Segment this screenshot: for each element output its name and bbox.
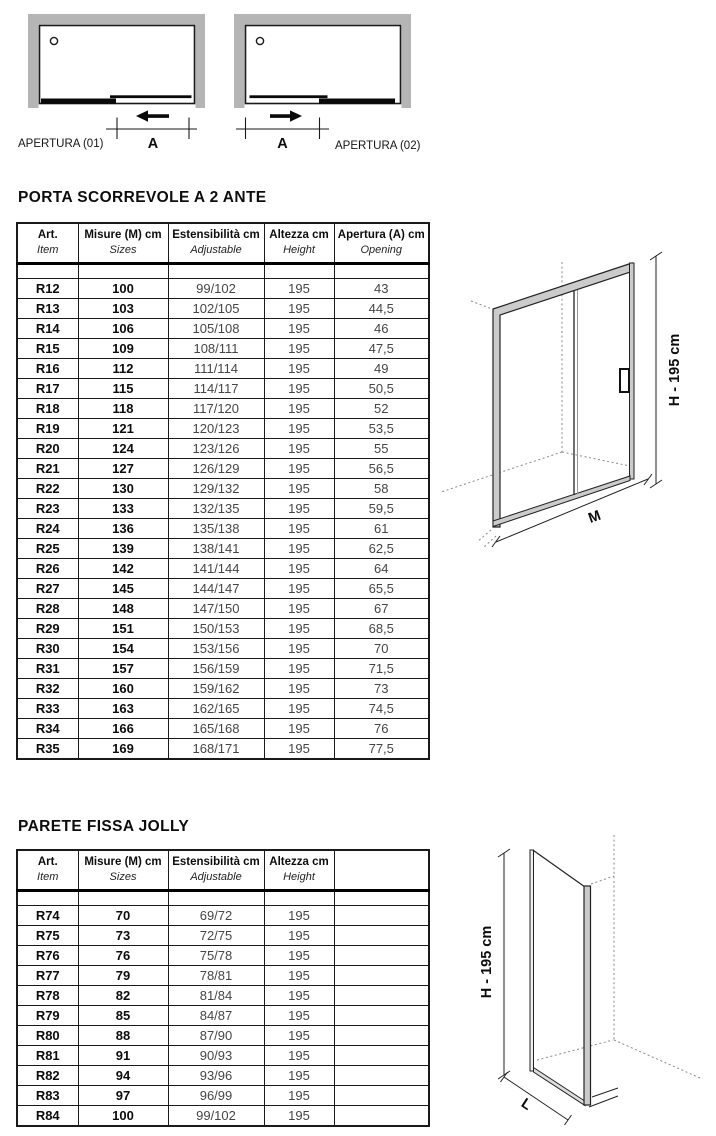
table-cell: 133 [78,498,168,518]
table-cell [334,965,429,985]
table-body [17,905,429,1126]
dimension-a-label: A [147,136,159,152]
knob-dot-icon [50,37,57,44]
floor-guide [537,1040,613,1060]
table-cell: 195 [264,378,334,398]
table-cell: 61 [334,518,429,538]
table-cell: R74 [17,905,78,925]
table-row [17,358,429,378]
header-main: Misure (M) cm [84,229,162,242]
table-cell: 52 [334,398,429,418]
table-cell: R22 [17,478,78,498]
table-cell: 195 [264,578,334,598]
table-cell: R33 [17,698,78,718]
table-cell: 136 [78,518,168,538]
table-cell: 154 [78,638,168,658]
shower-opening [40,26,195,104]
fixed-panel-bar [319,99,395,104]
table-cell: 93/96 [168,1065,264,1085]
table-cell: 126/129 [168,458,264,478]
table-cell: 195 [264,338,334,358]
dimension-a-left [106,118,197,153]
table-cell: 195 [264,538,334,558]
header-sub: Adjustable [190,871,242,884]
header-sub: Height [283,244,315,257]
wall-guide [591,876,614,884]
table-cell: R75 [17,925,78,945]
header-sub: Sizes [109,871,137,884]
header-row [17,850,429,890]
table-row [17,558,429,578]
width-dimension-label: M [586,507,604,527]
table-cell: R12 [17,278,78,298]
table-cell [334,1045,429,1065]
table-cell: 46 [334,318,429,338]
table-cell: 111/114 [168,358,264,378]
floor-guide [441,452,562,492]
table-cell: R30 [17,638,78,658]
table-cell: 142 [78,558,168,578]
table-cell: 148 [78,598,168,618]
table-cell: 100 [78,1105,168,1126]
table-cell: 108/111 [168,338,264,358]
table-cell: 124 [78,438,168,458]
table-cell: R28 [17,598,78,618]
table-cell: 53,5 [334,418,429,438]
table-cell [334,1065,429,1085]
table-cell: 141/144 [168,558,264,578]
table-header [17,223,429,263]
table-row [17,925,429,945]
table-cell: 195 [264,945,334,965]
table-cell: R31 [17,658,78,678]
table-row [17,498,429,518]
table-cell: 195 [264,278,334,298]
table-cell: 96/99 [168,1085,264,1105]
header-main: Art. [37,229,58,242]
table-cell: 72/75 [168,925,264,945]
table-cell [334,1025,429,1045]
table-cell: 195 [264,1085,334,1105]
table-cell: 99/102 [168,278,264,298]
column-header-estensibilita [168,850,264,890]
column-header-empty [334,850,429,890]
table-cell: R27 [17,578,78,598]
shower-opening [246,26,401,104]
table-cell: 118 [78,398,168,418]
sliding-panel-bar [110,95,192,98]
table-cell: 195 [264,718,334,738]
knob-dot-icon [256,37,263,44]
table-cell: 62,5 [334,538,429,558]
table-cell: 58 [334,478,429,498]
width-dimension-label: L [518,1095,535,1114]
table-cell: 71,5 [334,658,429,678]
dimension-a-right [236,118,329,153]
table-cell: 90/93 [168,1045,264,1065]
table-cell: 102/105 [168,298,264,318]
table-row [17,418,429,438]
table-cell: 195 [264,438,334,458]
table-cell: 81/84 [168,985,264,1005]
table-row [17,458,429,478]
table-cell: R13 [17,298,78,318]
table-row [17,538,429,558]
table-row [17,1005,429,1025]
table-cell: 100 [78,278,168,298]
sliding-panel-bar [250,95,328,98]
column-header-art [17,850,78,890]
column-header-misure [78,223,168,263]
table-cell: 195 [264,738,334,759]
table-cell: 76 [78,945,168,965]
table-cell: 85 [78,1005,168,1025]
right-arrow-icon [270,110,302,121]
table-cell: 43 [334,278,429,298]
header-sub: Height [283,871,315,884]
header-main: Altezza cm [269,229,329,242]
table-cell: 195 [264,1045,334,1065]
table-cell: 55 [334,438,429,458]
left-arrow-icon [136,110,169,121]
table-cell: 79 [78,965,168,985]
table-cell: 144/147 [168,578,264,598]
door-bottom-rail [493,476,630,527]
table-header [17,850,429,890]
table-cell: 160 [78,678,168,698]
table-cell: 73 [78,925,168,945]
table-cell: 109 [78,338,168,358]
aperture-01-diagram [18,14,205,152]
spacer-row [17,890,429,905]
table-row [17,718,429,738]
door-frame-profile [493,263,632,527]
table-cell: 117/120 [168,398,264,418]
table-cell: 69/72 [168,905,264,925]
table-row [17,278,429,298]
hatch-mark [483,536,496,548]
table-cell: 195 [264,318,334,338]
spacer-row [17,263,429,278]
table-cell [334,925,429,945]
table-cell: R32 [17,678,78,698]
table-cell: R80 [17,1025,78,1045]
table-cell: 76 [334,718,429,738]
table-row [17,698,429,718]
table-cell: 97 [78,1085,168,1105]
table-cell: 151 [78,618,168,638]
width-dimension [501,1072,572,1125]
table-row [17,598,429,618]
table-row [17,905,429,925]
table-cell: 70 [334,638,429,658]
table-row [17,438,429,458]
table-cell: 64 [334,558,429,578]
section2-title: PARETE FISSA JOLLY [18,818,190,835]
table-cell: 195 [264,478,334,498]
column-header-altezza [264,223,334,263]
header-main: Apertura (A) cm [337,229,425,242]
table-cell: R23 [17,498,78,518]
table-cell: 49 [334,358,429,378]
header-sub: Sizes [109,244,137,257]
table-row [17,638,429,658]
fixed-panel-bar [41,99,116,104]
table-cell: 73 [334,678,429,698]
table-cell: 195 [264,618,334,638]
table-cell: 163 [78,698,168,718]
table-cell: 195 [264,1025,334,1045]
table-cell [334,1085,429,1105]
sliding-door-drawing [440,230,716,570]
table-cell: R25 [17,538,78,558]
header-main: Art. [37,856,58,869]
table-cell: 103 [78,298,168,318]
table-cell: R14 [17,318,78,338]
table-cell: 87/90 [168,1025,264,1045]
glass-front-edge [530,850,534,1071]
table-cell: R29 [17,618,78,638]
table-cell: 120/123 [168,418,264,438]
table-cell: R84 [17,1105,78,1126]
table-cell: 195 [264,678,334,698]
height-dimension-label: H - 195 cm [479,925,495,999]
table-cell: 195 [264,985,334,1005]
table-cell: R20 [17,438,78,458]
table-cell: 195 [264,518,334,538]
dimension-a-label: A [277,136,288,152]
table-cell: 150/153 [168,618,264,638]
table-cell: 82 [78,985,168,1005]
table-cell: 75/78 [168,945,264,965]
aperture-diagrams [0,0,716,175]
table-cell: 195 [264,1105,334,1126]
table-cell: R18 [17,398,78,418]
table-cell: 123/126 [168,438,264,458]
table-cell: 195 [264,1005,334,1025]
table-cell: 130 [78,478,168,498]
table-cell: 159/162 [168,678,264,698]
header-sub: Adjustable [190,244,242,257]
table-cell: 68,5 [334,618,429,638]
porta-scorrevole-table [16,222,430,760]
table-cell: 47,5 [334,338,429,358]
table-cell: 195 [264,1065,334,1085]
table-row [17,965,429,985]
table-cell: R19 [17,418,78,438]
guide-line [471,301,492,309]
table-cell: 147/150 [168,598,264,618]
column-header-altezza [264,850,334,890]
table-row [17,1085,429,1105]
height-dimension [479,849,510,1079]
table-cell [334,1005,429,1025]
table-cell: 195 [264,418,334,438]
table-cell: 195 [264,598,334,618]
hatch-mark [477,530,491,542]
header-main: Misure (M) cm [84,856,162,869]
glass-bottom-edge [534,1068,586,1106]
table-cell: 50,5 [334,378,429,398]
table-row [17,678,429,698]
table-cell: R79 [17,1005,78,1025]
table-cell: 162/165 [168,698,264,718]
column-header-estensibilita [168,223,264,263]
column-header-misure [78,850,168,890]
table-cell: 157 [78,658,168,678]
spacer-row [17,263,429,278]
header-main: Estensibilità cm [172,856,260,869]
header-sub: Opening [360,244,403,257]
table-cell: 145 [78,578,168,598]
table-row [17,338,429,358]
table-cell: 121 [78,418,168,438]
header-sub: Item [37,871,59,884]
door-handle [620,369,629,392]
table-cell: 129/132 [168,478,264,498]
table-cell: 195 [264,658,334,678]
table-cell: 94 [78,1065,168,1085]
height-dimension [650,252,683,488]
table-cell: 169 [78,738,168,759]
table-cell: 105/108 [168,318,264,338]
parete-fissa-table [16,849,430,1127]
table-cell: 67 [334,598,429,618]
table-cell: 65,5 [334,578,429,598]
table-cell: 166 [78,718,168,738]
table-cell: 195 [264,498,334,518]
table-cell: R34 [17,718,78,738]
table-cell: 156/159 [168,658,264,678]
table-row [17,478,429,498]
table-cell: R77 [17,965,78,985]
table-cell: 84/87 [168,1005,264,1025]
table-cell: 195 [264,458,334,478]
table-cell: 91 [78,1045,168,1065]
aperture-02-label: APERTURA (02) [335,140,421,152]
glass-top-edge [534,851,586,888]
table-cell: 195 [264,298,334,318]
aperture-01-label: APERTURA (01) [18,138,104,150]
table-cell: 195 [264,638,334,658]
floor-guide [614,1040,700,1078]
table-cell: 132/135 [168,498,264,518]
section1-title: PORTA SCORREVOLE A 2 ANTE [18,189,267,206]
table-row [17,1025,429,1045]
table-cell: R82 [17,1065,78,1085]
table-cell: 59,5 [334,498,429,518]
table-cell: R24 [17,518,78,538]
table-row [17,618,429,638]
table-cell: 195 [264,358,334,378]
table-cell: 78/81 [168,965,264,985]
table-cell: R21 [17,458,78,478]
table-cell: R16 [17,358,78,378]
header-row [17,223,429,263]
table-cell: 135/138 [168,518,264,538]
table-cell: 99/102 [168,1105,264,1126]
table-cell: 106 [78,318,168,338]
table-row [17,398,429,418]
table-cell [334,985,429,1005]
wall-base-edge [592,1088,618,1097]
table-cell [334,945,429,965]
header-main: Estensibilità cm [172,229,260,242]
table-cell: 77,5 [334,738,429,759]
table-cell: 138/141 [168,538,264,558]
table-cell [334,905,429,925]
table-cell: 168/171 [168,738,264,759]
table-cell: 44,5 [334,298,429,318]
table-cell: R17 [17,378,78,398]
table-cell: R35 [17,738,78,759]
table-row [17,945,429,965]
wall-profile [584,886,591,1105]
spacer-row [17,890,429,905]
aperture-02-diagram [234,14,421,152]
table-cell: 195 [264,925,334,945]
table-row [17,1105,429,1126]
table-cell: 74,5 [334,698,429,718]
table-cell: 127 [78,458,168,478]
table-cell: 195 [264,558,334,578]
table-cell: 195 [264,698,334,718]
table-cell: 165/168 [168,718,264,738]
table-cell: R81 [17,1045,78,1065]
table-row [17,518,429,538]
height-dimension-label: H - 195 cm [667,333,683,407]
table-row [17,1065,429,1085]
table-cell: R15 [17,338,78,358]
table-row [17,298,429,318]
table-row [17,658,429,678]
table-row [17,578,429,598]
table-cell: 195 [264,965,334,985]
floor-guide [562,452,630,466]
table-row [17,738,429,759]
table-cell: 88 [78,1025,168,1045]
table-cell: R78 [17,985,78,1005]
table-row [17,318,429,338]
table-cell: R26 [17,558,78,578]
table-body [17,278,429,759]
column-header-apertura [334,223,429,263]
table-cell: R83 [17,1085,78,1105]
table-cell: 115 [78,378,168,398]
fixed-panel-drawing [460,820,716,1136]
table-cell: 195 [264,398,334,418]
table-row [17,1045,429,1065]
width-dimension [492,474,652,547]
table-cell: R76 [17,945,78,965]
table-cell: 114/117 [168,378,264,398]
table-cell [334,1105,429,1126]
table-cell: 56,5 [334,458,429,478]
table-cell: 70 [78,905,168,925]
door-right-stile [630,263,635,479]
table-cell: 112 [78,358,168,378]
table-cell: 139 [78,538,168,558]
header-main: Altezza cm [269,856,329,869]
column-header-art [17,223,78,263]
header-sub: Item [37,244,59,257]
table-cell: 153/156 [168,638,264,658]
table-row [17,378,429,398]
wall-base-edge [589,1096,618,1107]
table-row [17,985,429,1005]
table-cell: 195 [264,905,334,925]
